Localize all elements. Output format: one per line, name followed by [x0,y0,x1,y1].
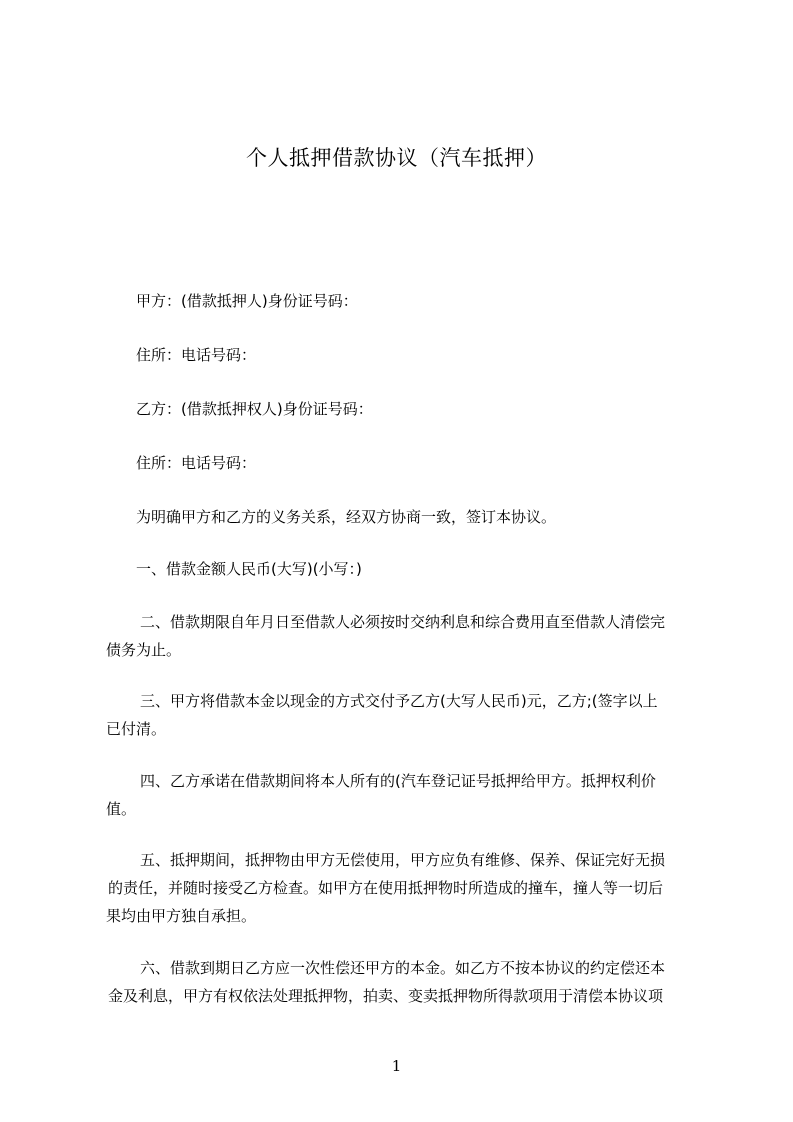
clause-5-line-2: 的责任，并随时接受乙方检查。如甲方在使用抵押物时所造成的撞车，撞人等一切后 [108,879,664,897]
clause-5-line-3: 果均由甲方独自承担。 [106,907,257,925]
party-b-line: 乙方：(借款抵押权人)身份证号码： [136,400,373,418]
clause-2-line-1: 二、借款期限自年月日至借款人必须按时交纳利息和综合费用直至借款人清偿完 [140,613,666,631]
party-a-address: 住所：电话号码： [136,346,257,364]
intro-paragraph: 为明确甲方和乙方的义务关系，经双方协商一致，签订本协议。 [136,508,557,526]
clause-3-line-2: 已付清。 [106,720,167,738]
document-title: 个人抵押借款协议（汽车抵押） [246,146,547,170]
page-number: 1 [391,1057,402,1075]
clause-6-line-2: 金及利息，甲方有权依法处理抵押物，拍卖、变卖抵押物所得款项用于清偿本协议项 [108,987,664,1005]
clause-4-line-1: 四、乙方承诺在借款期间将本人所有的(汽车登记证号抵押给甲方。抵押权利价 [140,772,656,790]
clause-5-line-1: 五、抵押期间，抵押物由甲方无偿使用，甲方应负有维修、保养、保证完好无损 [140,851,666,869]
party-b-address: 住所：电话号码： [136,454,257,472]
clause-4-line-2: 值。 [106,800,137,818]
clause-2-line-2: 债务为止。 [106,641,182,659]
clause-1: 一、借款金额人民币(大写)(小写：) [136,560,362,578]
clause-6-line-1: 六、借款到期日乙方应一次性偿还甲方的本金。如乙方不按本协议的约定偿还本 [140,959,666,977]
clause-3-line-1: 三、甲方将借款本金以现金的方式交付予乙方(大写人民币)元，乙方;(签字以上 [140,692,658,710]
party-a-line: 甲方：(借款抵押人)身份证号码： [136,292,358,310]
